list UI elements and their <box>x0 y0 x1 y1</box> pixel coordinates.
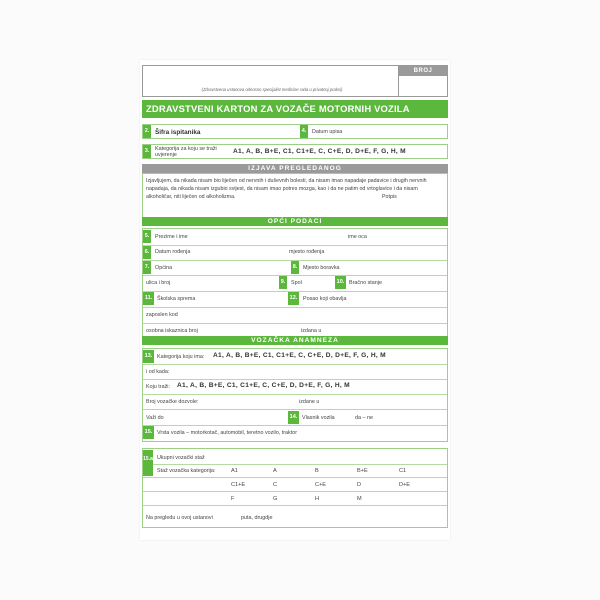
field-number: 14. <box>288 411 299 424</box>
staz-cat: A1 <box>231 468 238 474</box>
prezime-ime-label: Prezime i ime <box>155 234 188 240</box>
field-number: 2. <box>143 125 151 138</box>
kategorija-ima-options: A1, A, B, B+E, C1, C1+E, C, C+E, D, D+E, F, G, H, M <box>213 352 386 359</box>
form-title: ZDRAVSTVENI KARTON ZA VOZAČE MOTORNIH VOZILA <box>142 100 448 118</box>
koju-trazi-label: Koju traži: <box>146 384 170 390</box>
bracno-stanje-label: Bračno stanje <box>349 280 382 286</box>
vozacka-anamneza-box <box>142 348 448 442</box>
institution-header-box <box>142 65 448 97</box>
field-number: 5. <box>143 230 151 243</box>
da-ne-label: da – ne <box>355 415 373 421</box>
field-number: 15.a <box>143 450 153 476</box>
skolska-sprema-label: Školska sprema <box>157 296 196 302</box>
staz-box <box>142 448 448 528</box>
vlasnik-vozila-label: Vlasnik vozila <box>302 415 335 421</box>
vozacka-anamneza-title: VOZAČKA ANAMNEZA <box>142 336 448 345</box>
kategorija-options: A1, A, B, B+E, C1, C1+E, C, C+E, D, D+E, F, G, H, M <box>233 148 406 155</box>
staz-cat: B+E <box>357 468 368 474</box>
staz-kategorija-label: Staž vozačka kategorija: <box>157 468 216 474</box>
field-number: 11. <box>143 292 154 305</box>
field-number: 9. <box>279 276 287 289</box>
zaposlen-kod-label: zaposlen kod <box>146 312 178 318</box>
sifra-ispitanika-label: Šifra ispitanika <box>155 129 201 136</box>
institution-caption: (Zdravstvena ustanova odnosno specijalist medicine rada u privatnoj praksi) <box>201 87 343 92</box>
field-number: 6. <box>143 246 151 259</box>
osobna-iskaznica-label: osobna iskaznica broj <box>146 328 198 334</box>
staz-cat: M <box>357 496 362 502</box>
staz-cat: A <box>273 468 277 474</box>
field-number: 12. <box>288 292 299 305</box>
field-number: 15. <box>143 426 154 439</box>
datum-upisa-label: Datum upisa <box>312 129 343 135</box>
puta-drugdje-label: puta, drugdje <box>241 515 273 521</box>
row-kategorija <box>142 144 448 159</box>
staz-cat: C1+E <box>231 482 246 488</box>
broj-label: BROJ <box>399 66 447 76</box>
staz-cat: H <box>315 496 320 502</box>
od-kada-label: i od kada: <box>146 369 170 375</box>
opci-podaci-box <box>142 228 448 338</box>
ime-oca-label: ime oca <box>348 234 367 240</box>
opcina-label: Općina <box>155 265 173 271</box>
staz-cat: D <box>357 482 362 488</box>
broj-dozvole-label: Broj vozačke dozvole: <box>146 399 199 405</box>
spol-label: Spol <box>291 280 302 286</box>
health-record-form <box>140 60 450 540</box>
vrsta-vozila-label: Vrsta vozila – motorkotač, automobil, teretno vozilo, traktor <box>157 430 298 436</box>
datum-rodjenja-label: Datum rođenja <box>155 249 191 255</box>
staz-cat: C <box>273 482 278 488</box>
koju-trazi-options: A1, A, B, B+E, C1, C1+E, C, C+E, D, D+E, F, G, H, M <box>177 382 350 389</box>
field-number: 8. <box>291 261 299 274</box>
field-number: 7. <box>143 261 151 274</box>
mjesto-rodjenja-label: mjesto rođenja <box>289 249 325 255</box>
staz-cat: C+E <box>315 482 327 488</box>
kategorija-label: Kategorija za koju se traži uvjerenje <box>155 146 217 158</box>
kategorija-ima-label: Kategorija koju ima: <box>157 354 205 360</box>
ukupni-staz-label: Ukupni vozački staž <box>157 455 205 461</box>
staz-cat: C1 <box>399 468 407 474</box>
staz-cat: F <box>231 496 235 502</box>
staz-cat: B <box>315 468 319 474</box>
potpis-label: Potpis <box>382 194 397 200</box>
staz-cat: G <box>273 496 278 502</box>
field-number: 13. <box>143 350 154 363</box>
izdana-u-label: izdana u <box>301 328 322 334</box>
field-number: 4. <box>300 125 308 138</box>
na-pregledu-label: Na pregledu u ovoj ustanovi <box>146 515 213 521</box>
row-sifra-datum <box>142 124 448 139</box>
staz-cat: D+E <box>399 482 411 488</box>
izdane-u-label: izdane u <box>299 399 320 405</box>
field-number: 3. <box>143 145 151 158</box>
ulica-broj-label: ulica i broj <box>146 280 171 286</box>
field-number: 10. <box>335 276 346 289</box>
vazi-do-label: Važi do <box>146 415 164 421</box>
izjava-title: IZJAVA PREGLEDANOG <box>142 164 448 173</box>
izjava-text: Izjavljujem, da nikada nisam bio liječen od nervnih i duševnih bolesti, da nisam imao napadaje padavice i drugih nervnih napadaja, da nikada nisam izgubio svijest, da nisam imao potres mozga, kao i da ne patim od vrtoglavice i da nisam alkoholičar, niti liječen od alkoholizma. <box>146 178 427 200</box>
posao-label: Posao koji obavlja <box>303 296 347 302</box>
mjesto-boravka-label: Mjesto boravka <box>303 265 340 271</box>
opci-podaci-title: OPĆI PODACI <box>142 217 448 226</box>
